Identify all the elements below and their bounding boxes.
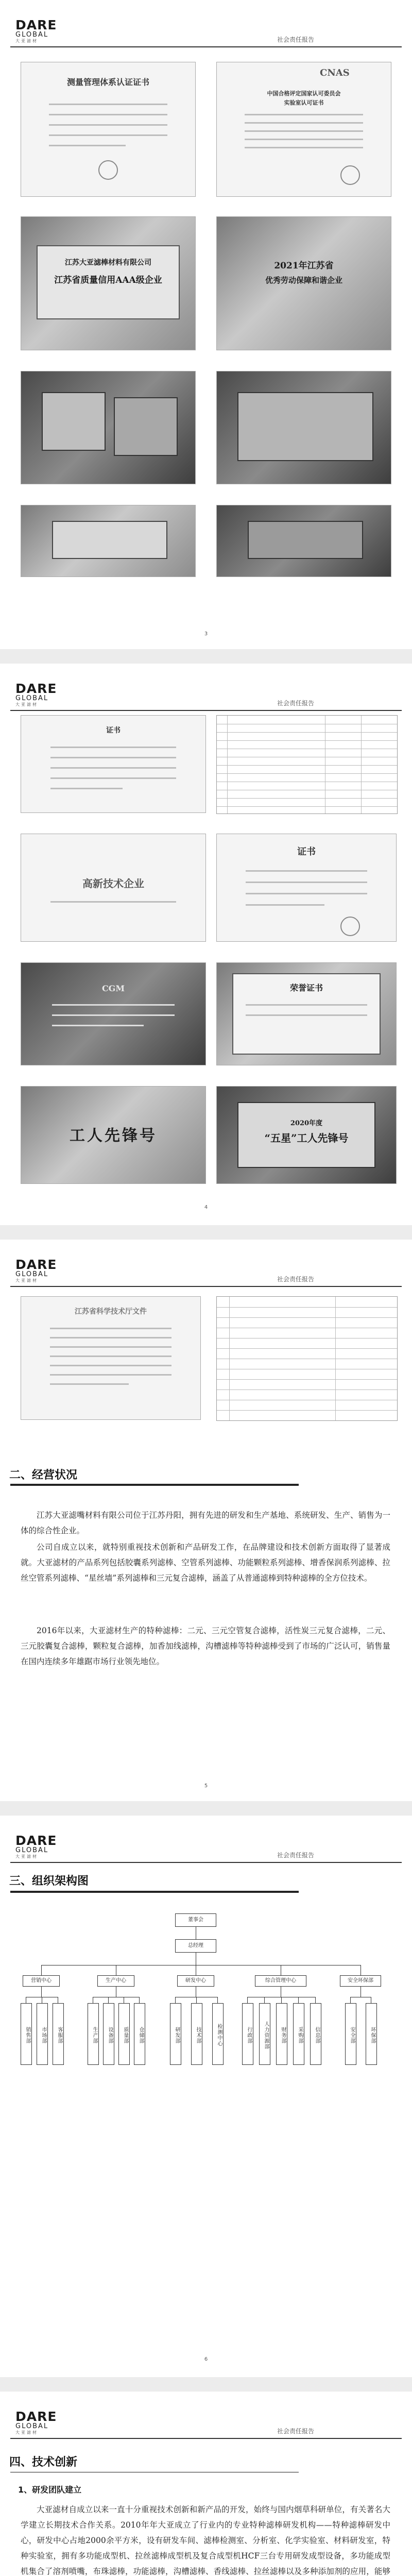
body-paragraph: 江苏大亚滤嘴材料有限公司位于江苏丹阳，拥有先进的研发和生产基地、系统研发、生产、销售为一体的综合性企业。 [21, 1511, 390, 1535]
page-gap [0, 649, 412, 664]
harmonious-enterprise-plaque-image: 2021年江苏省 优秀劳动保障和谐企业 [216, 216, 391, 350]
credit-aaa-plaque-image: 江苏大亚滤棒材料有限公司 江苏省质量信用AAA级企业 [21, 216, 196, 350]
report-page-5 [0, 1240, 412, 1801]
org-box-gm: 总经理 [175, 1939, 216, 1953]
metal-plaque-image [216, 505, 391, 577]
org-box-dept: 信息部 [310, 2003, 321, 2065]
org-box-dept: 技术部 [191, 2003, 202, 2065]
header-divider [10, 2438, 402, 2439]
header-divider [10, 1862, 402, 1863]
section-title: 二、经营状况 [9, 1469, 78, 1482]
page-gap [0, 2377, 412, 2392]
page-header [10, 1254, 402, 1290]
org-box-dept: 采购部 [293, 2003, 304, 2065]
metal-plaque-image [21, 371, 196, 484]
header-divider [10, 1286, 402, 1287]
org-box-group-4: 综合管理中心 [255, 1975, 306, 1987]
org-box-dept: 质量部 [118, 2003, 130, 2065]
company-logo: DARE GLOBAL 大亚滤材 [15, 681, 57, 707]
org-box-dept: 客服部 [53, 2003, 64, 2065]
metal-plaque-image [21, 505, 196, 577]
body-paragraph: 大亚滤材自成立以来一直十分重视技术创新和新产品的开发，始终与国内烟草科研单位，有关著名大学建立长期技术合作关系。2010年年大亚成立了行业内的专业特种滤棒研发机构——特种滤棒研发中心，研发中心占地2000余平方米，设有研发车间、滤棒检测室、分析室、化学实验室、材料研发室，特种实验室，拥有多功能成型机、拉丝滤棒成型机及复合成型机HCF三台专用研发成型设备，多功能成型机集合了溶剂喷嘴，布珠滤棒，功能滤棒，沟槽滤棒、香线滤棒、拉丝滤棒以及多种添加剂的应用，能够 [21, 2505, 390, 2576]
report-page-6 [0, 1816, 412, 2377]
seal-icon [340, 165, 360, 185]
page-gap [0, 1225, 412, 1240]
page-number: 6 [204, 2357, 208, 2362]
org-box-dept: 检测中心 [212, 2003, 224, 2065]
org-box-dept: 仓储部 [134, 2003, 145, 2065]
org-box-dept: 研发部 [170, 2003, 181, 2065]
honor-certificate-image: 荣誉证书 [216, 962, 397, 1065]
report-page-3 [0, 0, 412, 649]
page-number: 3 [204, 631, 208, 637]
company-logo: DARE GLOBAL 大亚滤材 [15, 1257, 57, 1283]
header-divider [10, 46, 402, 47]
org-box-dept: 生产部 [88, 2003, 99, 2065]
header-divider [10, 710, 402, 711]
certificate-document-image: 证书 [21, 715, 206, 813]
report-title: 社会责任报告 [277, 700, 314, 707]
org-box-dept: 人力资源部 [259, 2003, 270, 2065]
org-box-dept: 行政部 [242, 2003, 253, 2065]
org-box-dept: 设备部 [103, 2003, 114, 2065]
report-title: 社会责任报告 [277, 36, 314, 43]
subsection-title: 1、研发团队建立 [18, 2485, 82, 2495]
certificate-document-image: 证书 [216, 834, 397, 942]
report-page-7 [0, 2392, 412, 2576]
cnas-certificate-image: CNAS 中国合格评定国家认可委员会 实验室认可证书 [216, 62, 391, 197]
org-box-dept: 财务部 [276, 2003, 287, 2065]
org-box-group-5: 安全环保部 [340, 1975, 381, 1987]
section-divider [10, 1891, 299, 1893]
org-box-dept: 环保部 [366, 2003, 377, 2065]
section-divider [10, 1484, 299, 1486]
page-number: 5 [204, 1783, 208, 1789]
report-title: 社会责任报告 [277, 1276, 314, 1283]
government-document-image: 江苏省科学技术厅文件 [21, 1296, 201, 1420]
org-box-group-2: 生产中心 [97, 1975, 134, 1987]
page-number: 4 [204, 1205, 208, 1210]
org-box-group-1: 营销中心 [23, 1975, 60, 1987]
body-paragraph: 2016年以来，大亚滤材生产的特种滤棒：二元、三元空管复合滤棒，活性炭三元复合滤棒，二元、三元胶囊复合滤棒，颗粒复合滤棒，加香加线滤棒，沟槽滤棒等特种滤棒受到了市场的广泛认可，销售量在国内连续多年雄踞市场行业领先地位。 [21, 1626, 390, 1666]
seal-icon [340, 917, 360, 936]
org-box-group-3: 研发中心 [177, 1975, 214, 1987]
high-tech-enterprise-certificate-image: 高新技术企业 [21, 834, 206, 942]
org-box-dept: 销售部 [21, 2003, 32, 2065]
recognition-list-table-image [216, 1296, 398, 1421]
five-star-worker-pioneer-plaque-image: 2020年度 “五星”工人先锋号 [216, 1086, 397, 1184]
page-header [10, 2406, 402, 2442]
seal-icon [98, 160, 118, 180]
org-chart [21, 1908, 391, 2166]
metal-plaque-image [216, 371, 391, 484]
report-page-4 [0, 664, 412, 1225]
org-box-dept: 安全部 [345, 2003, 356, 2065]
company-logo: DARE GLOBAL 大亚滤材 [15, 1833, 57, 1859]
section-title: 三、组织架构图 [9, 1875, 89, 1888]
page-header [10, 678, 402, 714]
body-paragraph: 公司自成立以来，就特别重视技术创新和产品研发工作，在品牌建设和技术创新方面取得了显著成就。大亚滤材的产品系列包括胶囊系列滤棒、空管系列滤棒、功能颗粒系列滤棒、增香保润系列滤棒、拉丝空管系列滤棒、“星丝墙”系列滤棒和三元复合滤棒，涵盖了从普通滤棒到特种滤棒的全方位技术。 [21, 1543, 390, 1583]
worker-pioneer-plaque-image: 工人先锋号 [21, 1086, 206, 1184]
section-title: 四、技术创新 [9, 2456, 78, 2469]
page-header [10, 14, 402, 50]
org-box-dept: 市场部 [37, 2003, 48, 2065]
company-logo: DARE GLOBAL 大亚滤材 [15, 18, 57, 43]
report-title: 社会责任报告 [277, 1852, 314, 1859]
certificate-list-table-image [216, 715, 398, 814]
org-box-board: 董事会 [175, 1913, 216, 1927]
company-logo: DARE GLOBAL 大亚滤材 [15, 2409, 57, 2435]
report-title: 社会责任报告 [277, 2428, 314, 2435]
measurement-certificate-image: 测量管理体系认证证书 [21, 62, 196, 197]
page-header [10, 1830, 402, 1866]
page-gap [0, 1801, 412, 1816]
cgm-plaque-image: CGM [21, 962, 206, 1065]
